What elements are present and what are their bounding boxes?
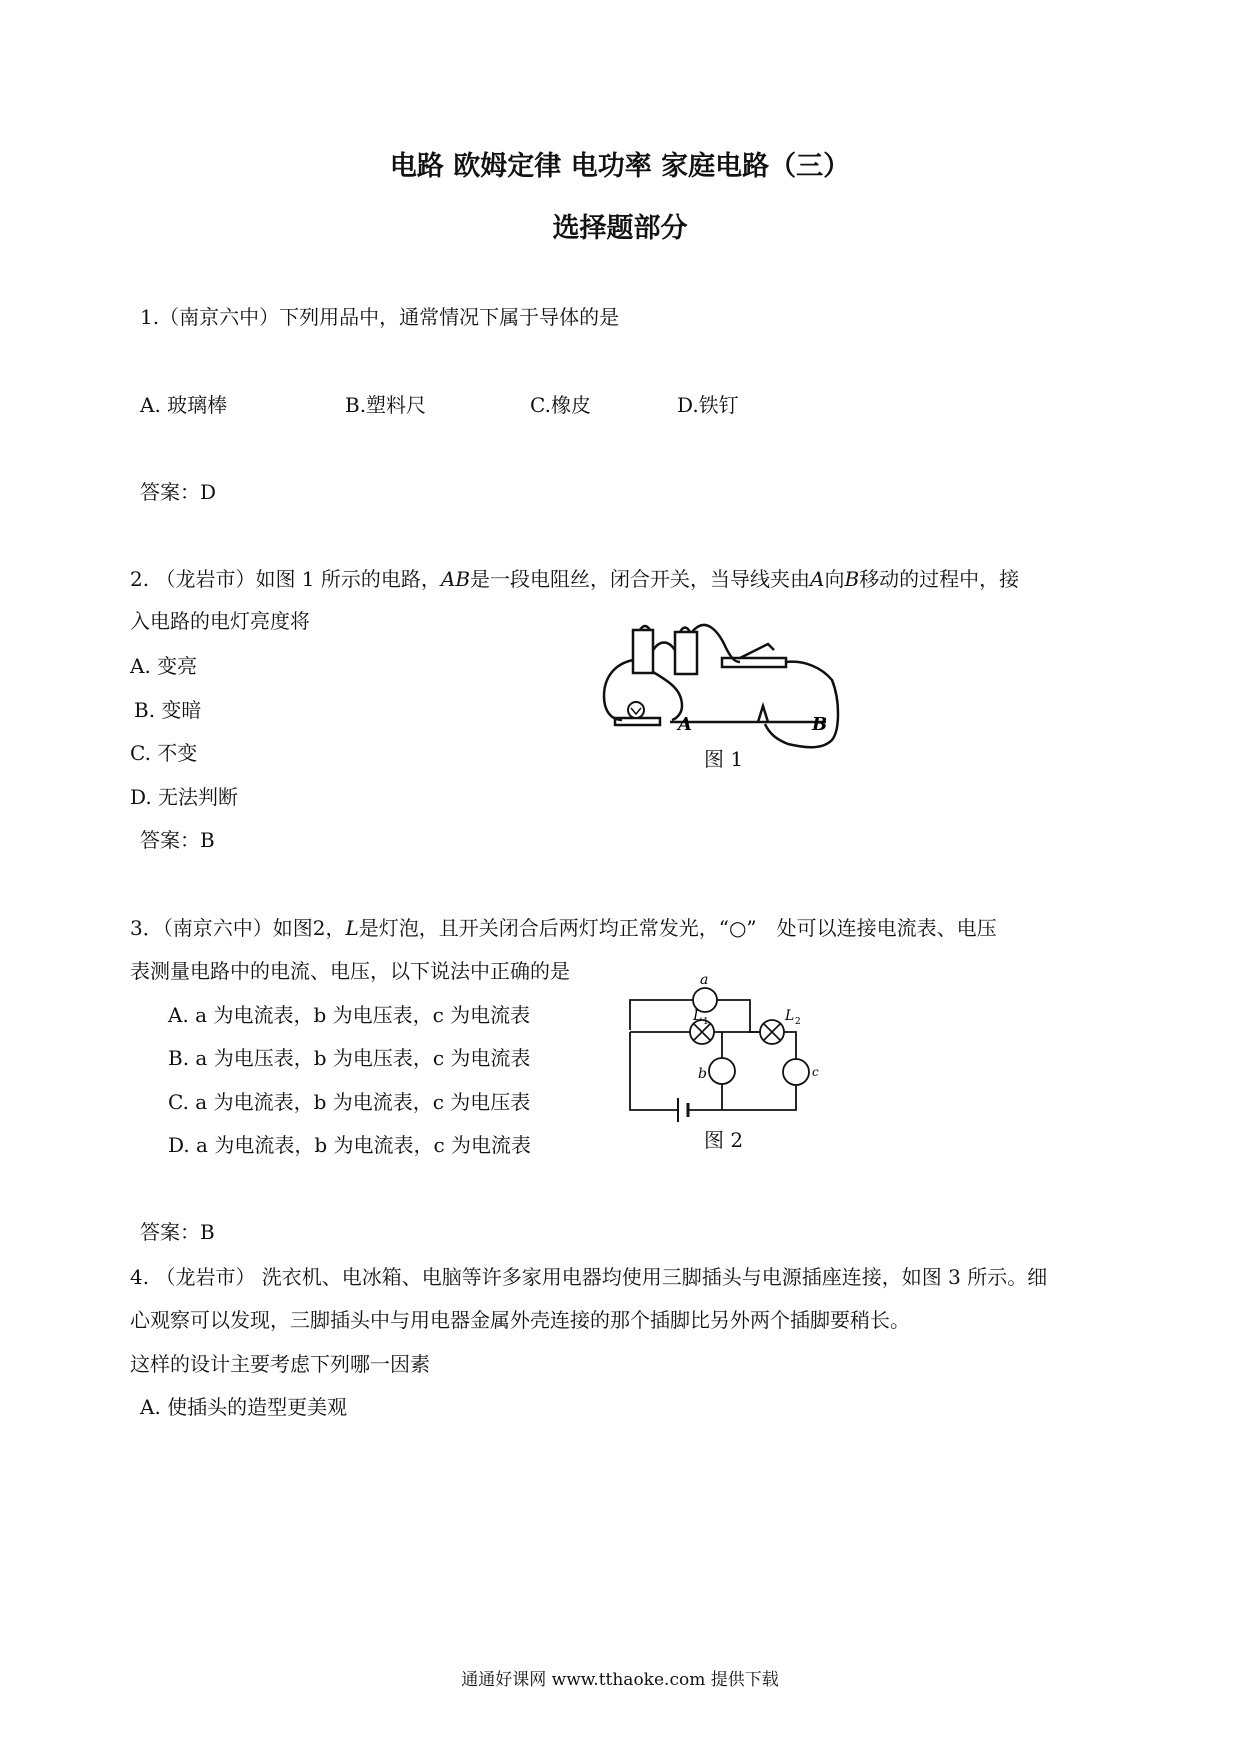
battery-left — [633, 630, 653, 673]
q3-option-a: A. a 为电流表，b 为电压表，c 为电流表 — [168, 1003, 531, 1027]
q2-option-a: A. 变亮 — [130, 654, 198, 678]
q2-stem-line1 — [130, 566, 1019, 592]
q2-stem-line2: 入电路的电灯亮度将 — [130, 609, 310, 633]
q1-answer: 答案：D — [140, 480, 217, 504]
q2-stem-point-b: B — [844, 567, 860, 591]
figure-2-label-l2: L — [785, 1008, 795, 1024]
q3-option-b: B. a 为电压表，b 为电压表，c 为电流表 — [168, 1046, 531, 1070]
figure-2-label-l1-sub: 1 — [703, 1017, 709, 1027]
q2-stem-part-d: 移动的过程中，接 — [859, 567, 1020, 591]
q3-answer: 答案：B — [140, 1220, 215, 1244]
q4-stem-line1: 4. （龙岩市） 洗衣机、电冰箱、电脑等许多家用电器均使用三脚插头与电源插座连接，如图 3 所示。细 — [130, 1265, 1048, 1289]
figure-2-caption: 图 2 — [704, 1128, 744, 1152]
q2-option-b: B. 变暗 — [134, 698, 202, 722]
q1-stem: 1.（南京六中）下列用品中，通常情况下属于导体的是 — [140, 305, 620, 329]
q3-stem-line2: 表测量电路中的电流、电压，以下说法中正确的是 — [130, 959, 570, 983]
figure-2-circuit — [620, 970, 840, 1120]
q2-stem-ab: AB — [440, 567, 471, 591]
q2-stem-part-a: 2. （龙岩市）如图 1 所示的电路， — [130, 567, 441, 591]
q3-option-c: C. a 为电流表，b 为电流表，c 为电压表 — [168, 1090, 531, 1114]
figure-1-label-a: A — [678, 714, 692, 735]
q3-stem-part-a: 3．（南京六中）如图2， — [130, 916, 346, 940]
q3-stem-lamp: L — [345, 916, 359, 940]
figure-2-label-c: c — [812, 1065, 819, 1079]
section-title: 选择题部分 — [552, 213, 688, 244]
switch-base — [722, 658, 786, 667]
q4-option-a: A. 使插头的造型更美观 — [140, 1395, 348, 1419]
q3-stem-line1 — [130, 915, 997, 941]
lamp-bulb — [628, 702, 644, 718]
figure-1-caption: 图 1 — [704, 747, 744, 771]
q2-option-d: D. 无法判断 — [130, 785, 239, 809]
q2-answer: 答案：B — [140, 828, 215, 852]
figure-1-label-b: B — [812, 714, 828, 735]
figure-2-label-b: b — [698, 1066, 707, 1082]
q2-stem-part-b: 是一段电阻丝，闭合开关，当导线夹由 — [470, 567, 811, 591]
meter-b — [709, 1058, 735, 1084]
q4-stem-line3: 这样的设计主要考虑下列哪一因素 — [130, 1352, 430, 1376]
lamp-base — [615, 718, 660, 725]
meter-c — [783, 1059, 809, 1085]
q1-option-d: D.铁钉 — [677, 393, 739, 417]
figure-2-label-a: a — [700, 972, 709, 988]
q2-stem-part-c: 向 — [824, 567, 845, 591]
q4-stem-line2: 心观察可以发现，三脚插头中与用电器金属外壳连接的那个插脚比另外两个插脚要稍长。 — [130, 1308, 910, 1332]
q1-option-a: A. 玻璃棒 — [140, 393, 228, 417]
figure-2-label-l1: L — [693, 1008, 703, 1024]
q1-option-c: C.橡皮 — [530, 393, 591, 417]
page-title: 电路 欧姆定律 电功率 家庭电路（三） — [389, 151, 851, 182]
battery-right — [675, 632, 697, 674]
page-footer: 通通好课网 www.tthaoke.com 提供下载 — [461, 1670, 779, 1690]
figure-2-label-l2-sub: 2 — [795, 1017, 801, 1027]
q3-option-d: D. a 为电流表，b 为电流表，c 为电流表 — [168, 1133, 532, 1157]
q3-stem-part-b: 是灯泡，且开关闭合后两灯均正常发光，“○” 处可以连接电流表、电压 — [358, 916, 997, 940]
q1-option-b: B.塑料尺 — [345, 393, 427, 417]
q2-stem-point-a: A — [810, 567, 825, 591]
q2-option-c: C. 不变 — [130, 741, 198, 765]
